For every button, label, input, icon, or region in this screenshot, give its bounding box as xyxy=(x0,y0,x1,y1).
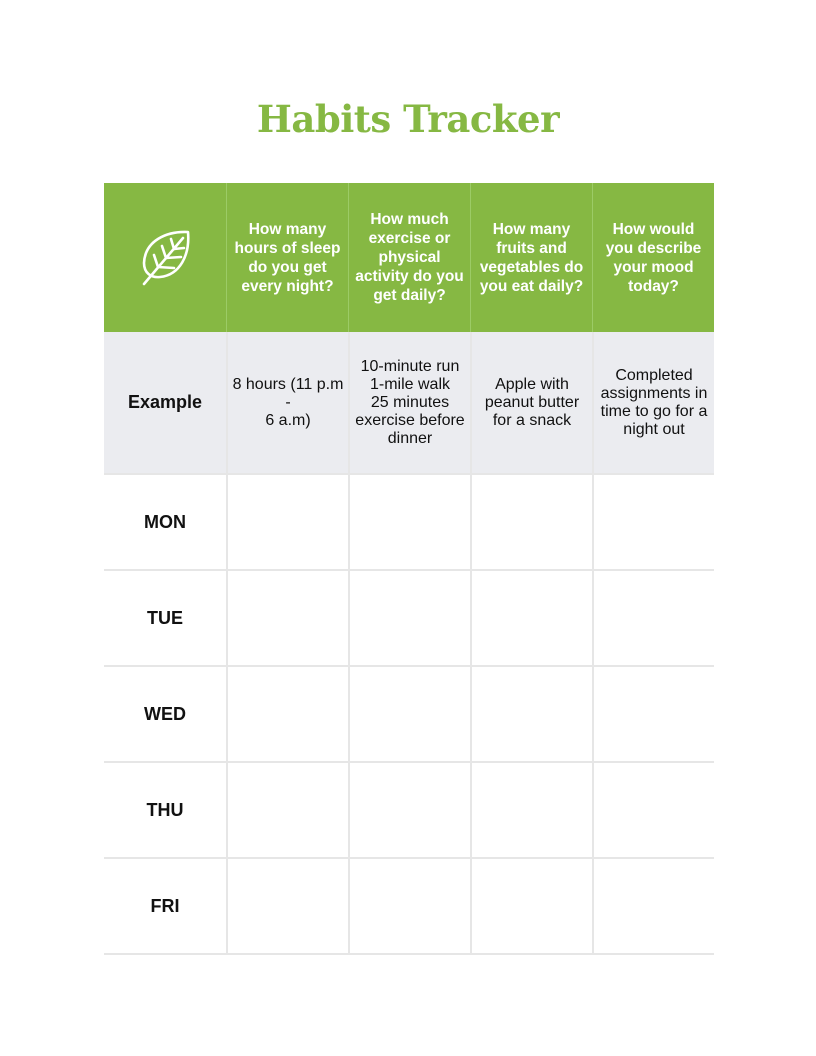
example-exercise-line: 10-minute run xyxy=(360,357,460,375)
example-answer-exercise[interactable] xyxy=(348,332,470,475)
entry-cell-wed-fruits[interactable] xyxy=(470,667,592,763)
example-exercise-line: dinner xyxy=(387,429,433,447)
example-mood-line: night out xyxy=(623,420,685,438)
entry-cell-wed-mood[interactable] xyxy=(592,667,714,763)
entry-cell-thu-sleep[interactable] xyxy=(226,763,348,859)
example-mood-line: time to go for a xyxy=(600,402,708,420)
header-question-exercise: How much exercise or physical activity do you get daily? xyxy=(348,183,470,332)
entry-cell-mon-mood[interactable] xyxy=(592,475,714,571)
entry-cell-tue-exercise[interactable] xyxy=(348,571,470,667)
header-icon-cell xyxy=(104,183,226,332)
entry-cell-fri-fruits[interactable] xyxy=(470,859,592,955)
example-sleep-line: 6 a.m) xyxy=(265,411,311,429)
example-mood-line: assignments in xyxy=(600,384,708,402)
header-question-mood: How would you describe your mood today? xyxy=(592,183,714,332)
entry-cell-mon-sleep[interactable] xyxy=(226,475,348,571)
entry-cell-fri-exercise[interactable] xyxy=(348,859,470,955)
entry-cell-mon-exercise[interactable] xyxy=(348,475,470,571)
example-mood-line: Completed xyxy=(615,366,693,384)
example-sleep-line: 8 hours (11 p.m - xyxy=(232,375,344,411)
example-answer-fruits[interactable] xyxy=(470,332,592,475)
day-label-mon xyxy=(104,475,226,571)
day-label: TUE xyxy=(147,607,183,628)
entry-cell-thu-mood[interactable] xyxy=(592,763,714,859)
example-exercise-line: 1-mile walk xyxy=(369,375,450,393)
day-label: FRI xyxy=(150,895,180,916)
entry-cell-thu-exercise[interactable] xyxy=(348,763,470,859)
day-label-tue xyxy=(104,571,226,667)
day-label-thu xyxy=(104,763,226,859)
example-exercise-line: exercise before xyxy=(355,411,465,429)
example-label: Example xyxy=(127,392,203,412)
day-label: MON xyxy=(144,511,186,532)
entry-cell-thu-fruits[interactable] xyxy=(470,763,592,859)
entry-cell-fri-mood[interactable] xyxy=(592,859,714,955)
example-answer-sleep[interactable] xyxy=(226,332,348,475)
day-label: THU xyxy=(146,799,184,820)
example-fruits-line: for a snack xyxy=(492,411,572,429)
entry-cell-tue-fruits[interactable] xyxy=(470,571,592,667)
day-label-wed xyxy=(104,667,226,763)
header-question-sleep: How many hours of sleep do you get every night? xyxy=(226,183,348,332)
entry-cell-fri-sleep[interactable] xyxy=(226,859,348,955)
example-answer-mood[interactable] xyxy=(592,332,714,475)
entry-cell-mon-fruits[interactable] xyxy=(470,475,592,571)
entry-cell-wed-sleep[interactable] xyxy=(226,667,348,763)
leaf-icon xyxy=(136,227,194,289)
page-title: Habits Tracker xyxy=(256,97,560,141)
example-row-label xyxy=(104,332,226,475)
header-question-fruits: How many fruits and vegetables do you eat daily? xyxy=(470,183,592,332)
habits-table xyxy=(104,183,714,955)
example-fruits-line: peanut butter xyxy=(484,393,580,411)
example-exercise-line: 25 minutes xyxy=(370,393,450,411)
entry-cell-tue-mood[interactable] xyxy=(592,571,714,667)
entry-cell-wed-exercise[interactable] xyxy=(348,667,470,763)
day-label: WED xyxy=(144,703,186,724)
entry-cell-tue-sleep[interactable] xyxy=(226,571,348,667)
day-label-fri xyxy=(104,859,226,955)
example-fruits-line: Apple with xyxy=(495,375,569,393)
